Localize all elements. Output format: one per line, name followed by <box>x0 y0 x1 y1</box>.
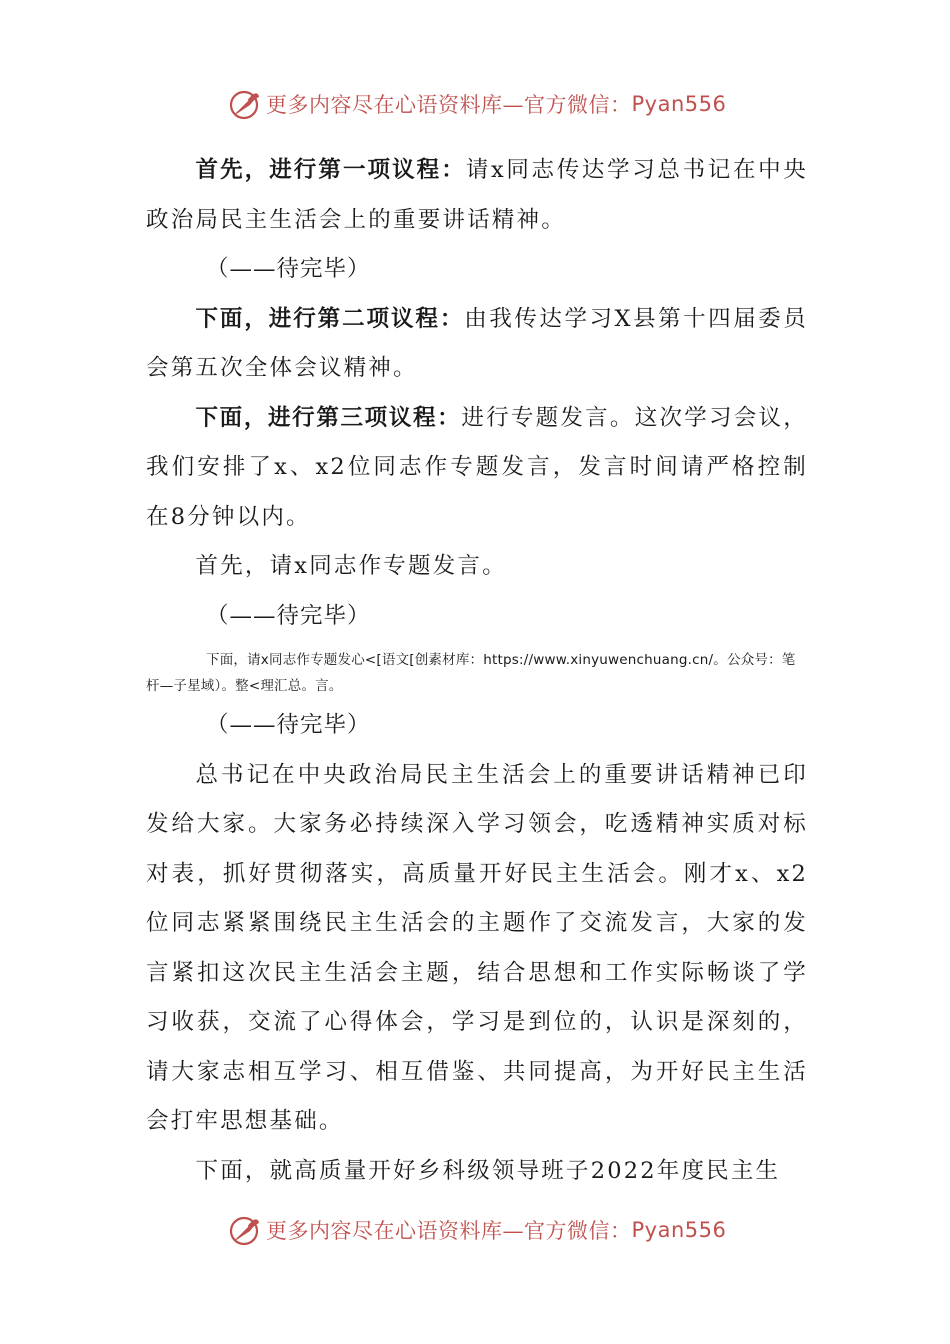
document-body <box>146 146 808 1196</box>
closing-paragraph: 下面，就高质量开好乡科级领导班子2022年度民主生 <box>195 1157 781 1184</box>
agenda-item-1-heading: 首先，进行第一项议程： <box>195 157 466 183</box>
waiting-note: （——待完毕） <box>206 712 371 738</box>
first-speaker: 首先，请x同志作专题发言。 <box>195 553 507 579</box>
wechat-id: Pyan556 <box>631 92 727 116</box>
agenda-item-1-text: 请x同志传达学习总书记在中央政治局民主生活会上的重要讲话精神。 <box>146 157 808 233</box>
wechat-id: Pyan556 <box>631 1218 727 1242</box>
waiting-note: （——待完毕） <box>206 256 371 282</box>
agenda-item-3-heading: 下面，进行第三项议程： <box>195 404 462 431</box>
header-banner <box>228 84 726 124</box>
second-speaker-text: 下面，请x同志作专题发心<[语文[创素材库：https://www.xinyuwenchuang.cn/。公众号：笔杆—子星域）。整<理汇总。言。 <box>146 652 796 694</box>
agenda-item-3-text: 进行专题发言。这次学习会议，我们安排了x、x2位同志作专题发言，发言时间请严格控制在8分钟以内。 <box>146 404 808 530</box>
footer-banner <box>228 1210 726 1250</box>
summary-paragraph: 总书记在中央政治局民主生活会上的重要讲话精神已印发给大家。大家务必持续深入学习领会，吃透精神实质对标对表，抓好贯彻落实，高质量开好民主生活会。刚才x、x2位同志紧紧围绕民主生活会的主题作了交流发言，大家的发言紧扣这次民主生活会主题，结合思想和工作实际畅谈了学习收获，交流了心得体会，学习是到位的，认识是深刻的，请大家志相互学习、相互借鉴、共同提高，为开好民主生活会打牢思想基础。 <box>146 761 808 1134</box>
quill-logo-icon <box>228 87 262 121</box>
agenda-item-2 <box>146 295 808 394</box>
waiting-note: （——待完毕） <box>206 602 371 629</box>
second-speaker-note <box>146 647 808 699</box>
agenda-item-3 <box>146 394 808 543</box>
banner-text: 更多内容尽在心语资料库—官方微信： <box>266 1219 632 1243</box>
agenda-item-2-heading: 下面，进行第二项议程： <box>195 305 465 332</box>
agenda-item-1 <box>146 146 808 245</box>
agenda-item-2-text: 由我传达学习X县第十四届委员会第五次全体会议精神。 <box>146 305 808 381</box>
banner-text: 更多内容尽在心语资料库—官方微信： <box>266 93 632 117</box>
quill-logo-icon <box>228 1213 262 1247</box>
